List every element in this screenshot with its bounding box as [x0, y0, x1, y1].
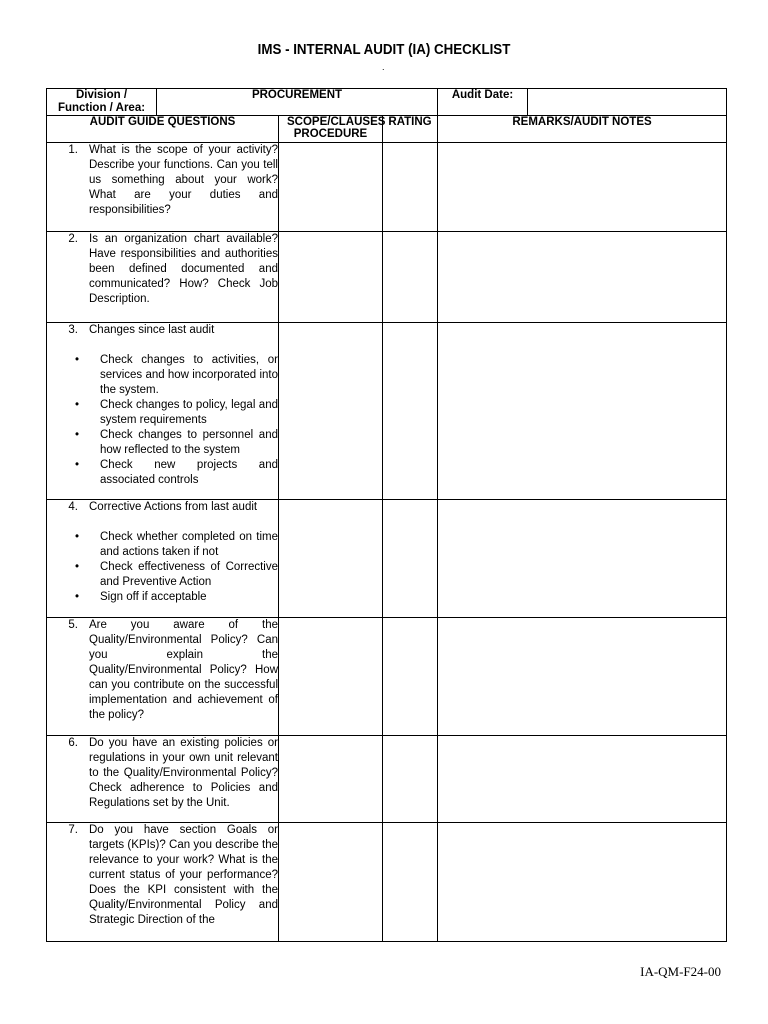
scope-cell[interactable] — [279, 323, 383, 500]
audit-date-label: Audit Date: — [438, 89, 528, 116]
bullet-icon: • — [75, 354, 80, 366]
table-row — [47, 618, 727, 736]
audit-checklist-table — [46, 88, 727, 942]
remarks-cell[interactable] — [438, 143, 727, 232]
question-text: Corrective Actions from last audit — [89, 501, 258, 513]
question-cell — [47, 823, 279, 942]
table-row — [47, 143, 727, 232]
remarks-cell[interactable] — [438, 736, 727, 823]
bullet-icon: • — [75, 561, 80, 573]
bullet-icon: • — [75, 399, 80, 411]
question-number: 4. — [68, 501, 78, 513]
question-cell — [47, 143, 279, 232]
remarks-cell[interactable] — [438, 823, 727, 942]
list-item: • Check whether completed on time and actions taken if not — [47, 530, 278, 560]
bullet-icon: • — [75, 531, 80, 543]
question-text: Are you aware of the Quality/Environmental Policy? Can you explain the Quality/Environmental Policy? How can you contribute on the successful implementation and achievement of the policy? — [89, 619, 278, 721]
rating-cell[interactable] — [383, 618, 438, 736]
question-cell — [47, 500, 279, 618]
question-number: 3. — [68, 324, 78, 336]
remarks-cell[interactable] — [438, 500, 727, 618]
col-scope-header: SCOPE/CLAUSES PROCEDURE — [279, 116, 383, 143]
bullet-icon: • — [75, 429, 80, 441]
list-item: • Check changes to activities, or services and how incorporated into the system. — [47, 353, 278, 398]
col-questions-header: AUDIT GUIDE QUESTIONS — [47, 116, 279, 143]
remarks-cell[interactable] — [438, 232, 727, 323]
list-item: • Check changes to policy, legal and system requirements — [47, 398, 278, 428]
list-item: • Check new projects and associated controls — [47, 458, 278, 488]
col-remarks-header: REMARKS/AUDIT NOTES — [438, 116, 727, 143]
header-row — [47, 89, 727, 116]
audit-date-value[interactable] — [528, 89, 727, 116]
bullet-icon: • — [75, 459, 80, 471]
question-text: Do you have section Goals or targets (KPIs)? Can you describe the relevance to your work? What is the current status of your performance? Does the KPI consistent with the Quality/Environmental Policy and Strategic Direction of the — [89, 824, 278, 926]
question-number: 6. — [68, 737, 78, 749]
rating-cell[interactable] — [383, 323, 438, 500]
form-code: IA-QM-F24-00 — [640, 964, 721, 979]
remarks-cell[interactable] — [438, 323, 727, 500]
table-row — [47, 500, 727, 618]
list-item: • Sign off if acceptable — [47, 590, 278, 605]
scope-cell[interactable] — [279, 736, 383, 823]
table-row — [47, 232, 727, 323]
table-row — [47, 823, 727, 942]
scope-cell[interactable] — [279, 618, 383, 736]
bullet-icon: • — [75, 591, 80, 603]
question-text: What is the scope of your activity? Describe your functions. Can you tell us something about your work? What are your duties and responsibilities? — [89, 144, 278, 216]
question-number: 5. — [68, 619, 78, 631]
scope-cell[interactable] — [279, 823, 383, 942]
subtitle-mark: . — [382, 62, 385, 72]
rating-cell[interactable] — [383, 823, 438, 942]
list-item: • Check effectiveness of Corrective and Preventive Action — [47, 560, 278, 590]
scope-cell[interactable] — [279, 232, 383, 323]
table-row — [47, 323, 727, 500]
rating-cell[interactable] — [383, 500, 438, 618]
rating-cell[interactable] — [383, 736, 438, 823]
division-label: Division / Function / Area: — [47, 89, 157, 116]
rating-cell[interactable] — [383, 232, 438, 323]
question-number: 2. — [68, 233, 78, 245]
list-item: • Check changes to personnel and how reflected to the system — [47, 428, 278, 458]
document-title: IMS - INTERNAL AUDIT (IA) CHECKLIST — [257, 42, 511, 58]
column-header-row — [47, 116, 727, 143]
question-cell — [47, 323, 279, 500]
question-text: Changes since last audit — [89, 324, 215, 336]
question-cell — [47, 618, 279, 736]
question-number: 1. — [68, 144, 78, 156]
question-text: Is an organization chart available? Have responsibilities and authorities been defined documented and communicated? How? Check Job Description. — [89, 233, 278, 305]
question-text: Do you have an existing policies or regulations in your own unit relevant to the Quality/Environmental Policy? Check adherence to Policies and Regulations set by the Unit. — [89, 737, 278, 809]
scope-cell[interactable] — [279, 500, 383, 618]
question-cell — [47, 232, 279, 323]
table-row — [47, 736, 727, 823]
scope-cell[interactable] — [279, 143, 383, 232]
col-rating-header: RATING — [383, 116, 438, 143]
remarks-cell[interactable] — [438, 618, 727, 736]
question-number: 7. — [68, 824, 78, 836]
division-value: PROCUREMENT — [157, 89, 438, 116]
question-cell — [47, 736, 279, 823]
rating-cell[interactable] — [383, 143, 438, 232]
